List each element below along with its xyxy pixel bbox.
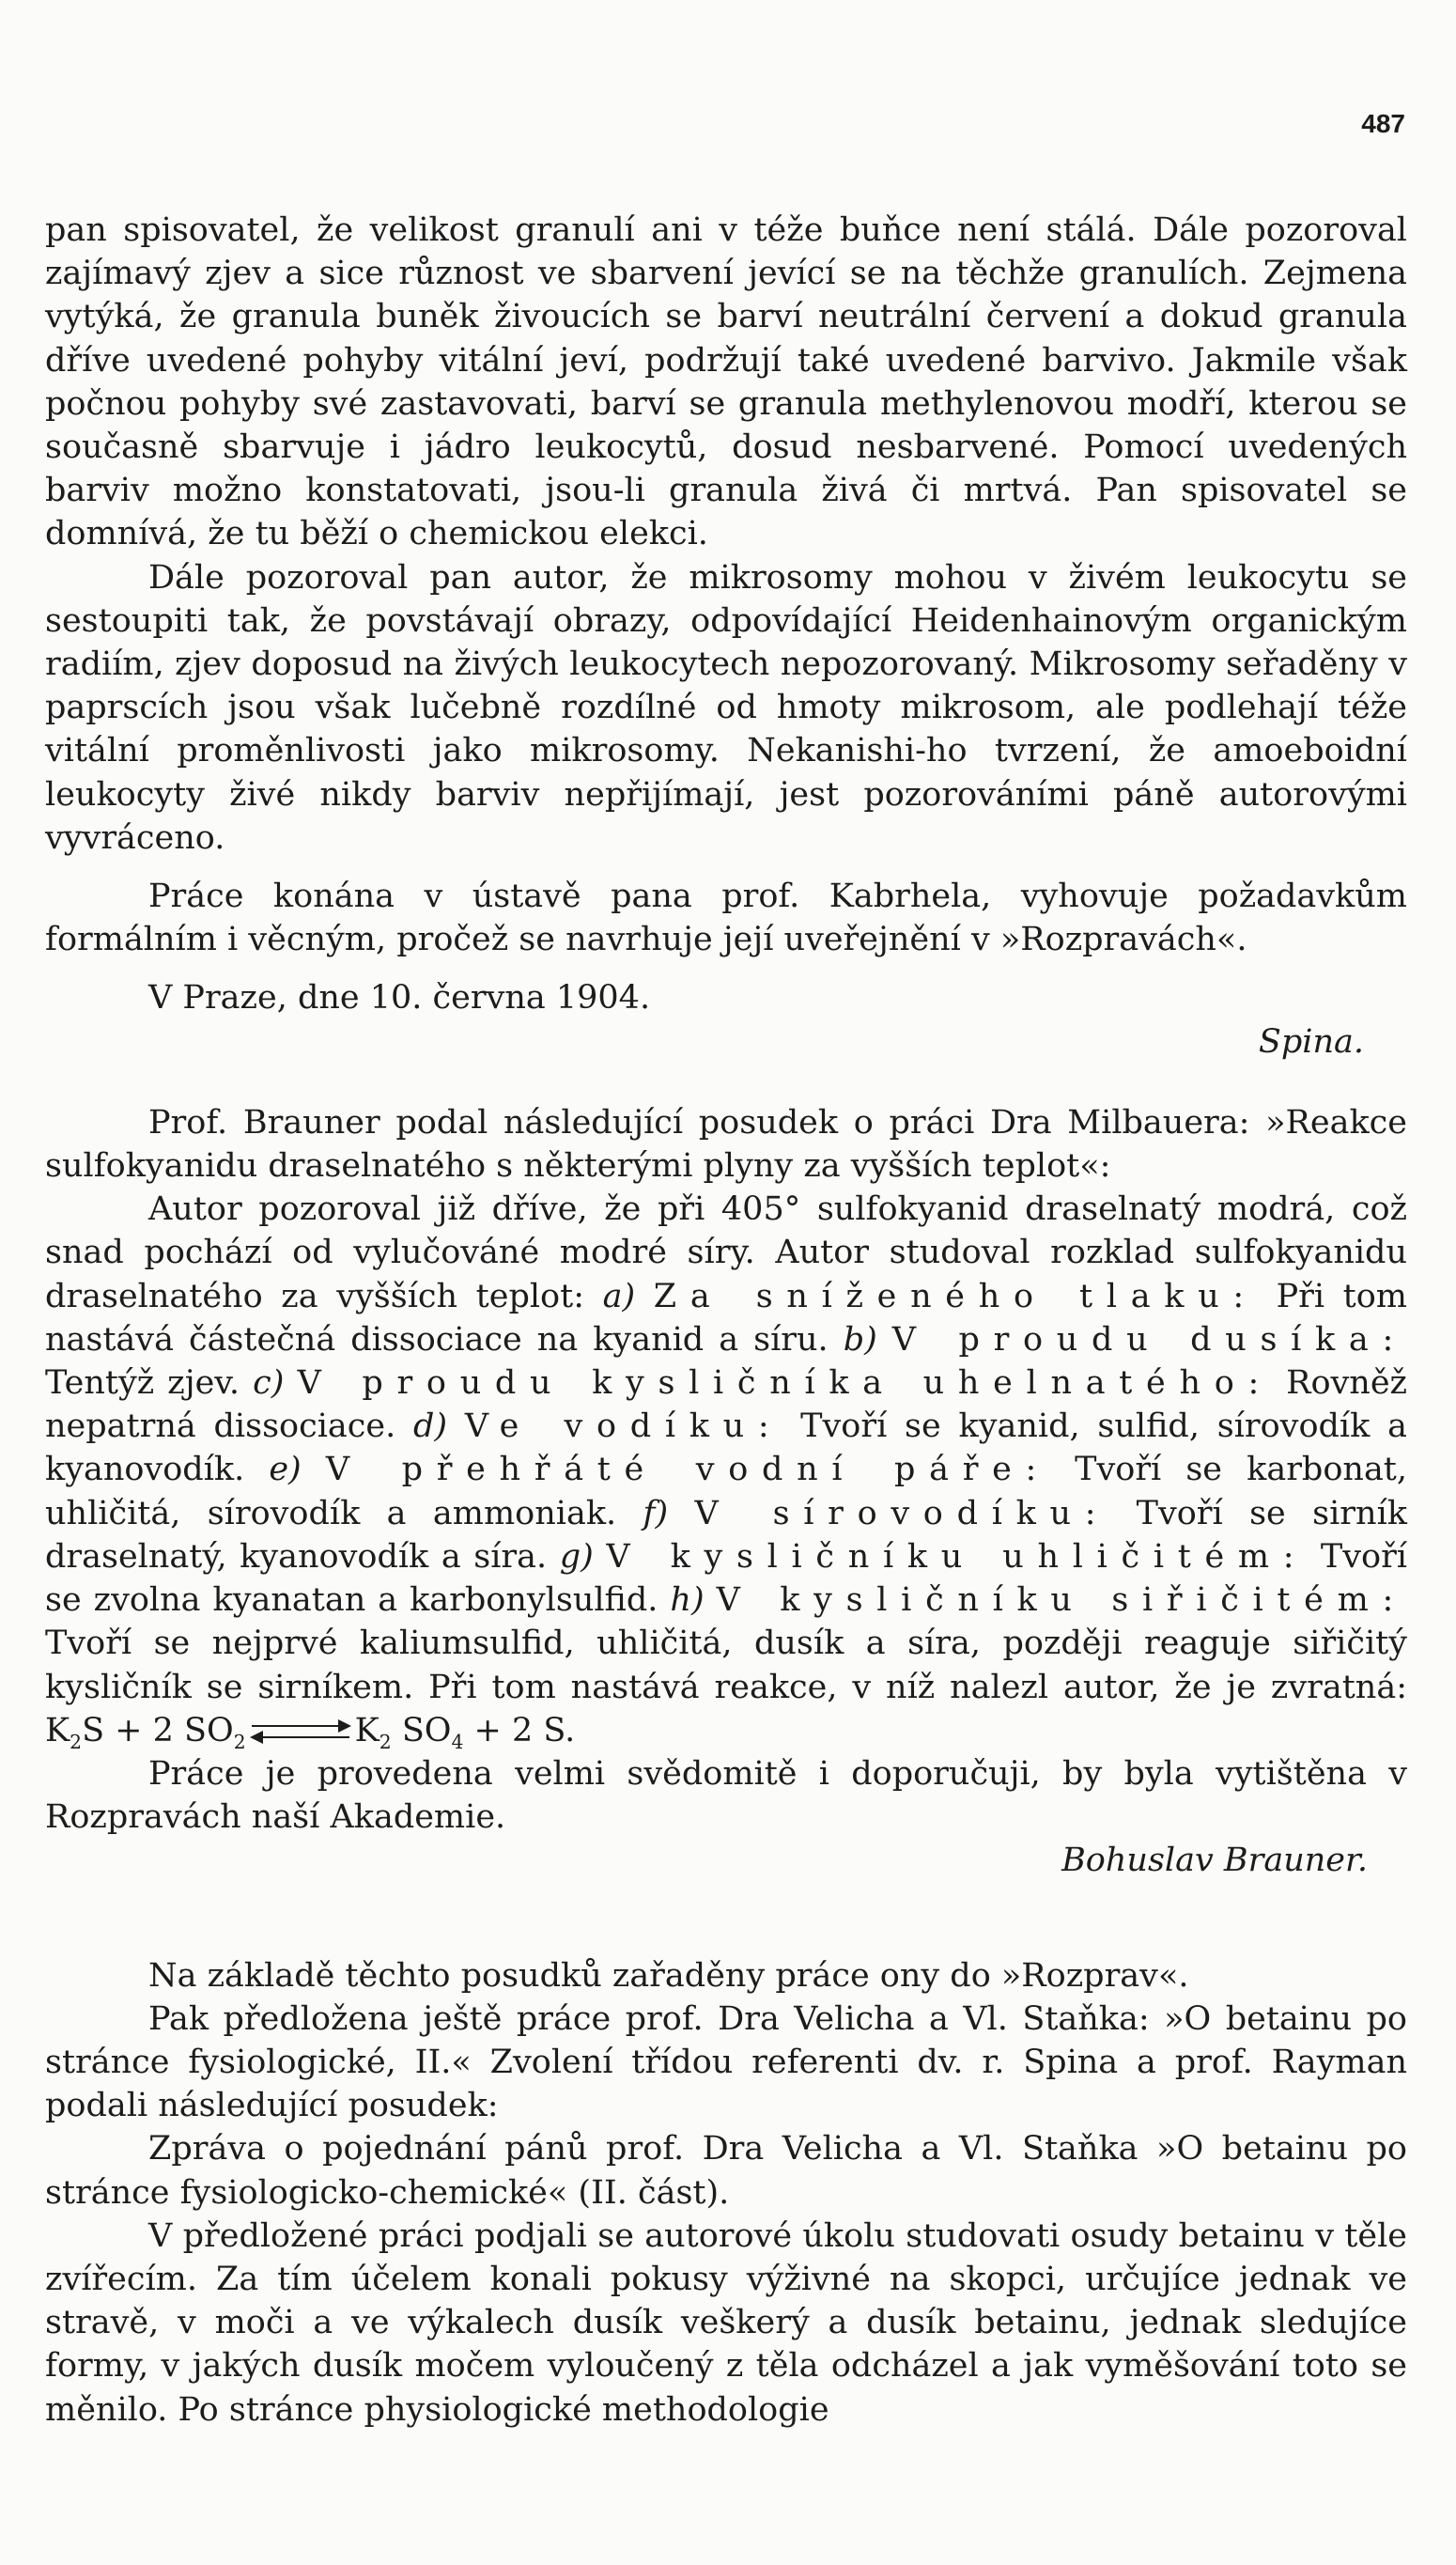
- spacer: [45, 961, 1407, 976]
- report-date: V Praze, dne 10. června 1904.: [148, 979, 651, 1018]
- paragraph: Zpráva o pojednání pánů prof. Dra Velicha a Vl. Staňka »O betainu po stránce fysiologicko-chemické« (II. část).: [45, 2130, 1407, 2212]
- signature-spina: Spina.: [1258, 1022, 1364, 1061]
- section-spacer: [45, 1883, 1407, 1954]
- equilibrium-arrow-icon: [252, 1718, 349, 1745]
- closing-section: [45, 1954, 1407, 2432]
- page-number: 487: [1361, 109, 1405, 138]
- paragraph: Na základě těchto posudků zařaděny práce ony do »Rozprav«.: [148, 1956, 1189, 1995]
- paragraph: Práce konána v ústavě pana prof. Kabrhela, vyhovuje požadavkům formálním i věcným, pročež se navrhuje její uveřejnění v »Rozpravách«.: [45, 878, 1407, 959]
- paragraph: V předložené práci podjali se autorové úkolu studovati osudy betainu v těle zvířecím. Za tím účelem konali pokusy výživné na skopci, určujíce jednak ve stravě, v moči a ve výkalech dusík veškerý a dusík betainu, jednak sledujíce formy, v jakých dusík močem vyloučený z těla odcházel a jak vyměšování toto se měnilo. Po stránce physiologické methodologie: [45, 2216, 1407, 2429]
- paragraph-experiments: Autor pozoroval již dříve, že při 405° sulfokyanid draselnatý modrá, což snad pochází od vylučováné modré síry. Autor studoval rozklad sulfokyanidu draselnatého za vyšších teplot: a) Za sníženého tlaku: Při tom nastává částečná dissociace na kyanid a síru. b) V proudu dusíka: Tentýž zjev. c) V proudu kysličníka uhelnatého: Rovněž nepatrná dissociace. d) Ve vodíku: Tvoří se kyanid, sulfid, sírovodík a kyanovodík. e) V přehřáté vodní páře: Tvoří se karbonat, uhličitá, sírovodík a ammoniak. f) V sírovodíku: Tvoří se sirník draselnatý, kyanovodík a síra. g) V kysličníku uhličitém: Tvoří se zvolna kyanatan a karbonylsulfid. h) V kysličníku siřičitém: Tvoří se nejprvé kaliumsulfid, uhličitá, dusík a síra, později reaguje siřičitý kysličník se sirníkem. Při tom nastává reakce, v níž nalezl autor, že je zvratná: $K_2S + 2$ $SO_2$ $K_2$ $SO_4 + 2$ S.: [45, 1190, 1407, 1753]
- page-body: [45, 209, 1407, 2432]
- paragraph: Práce je provedena velmi svědomitě i doporučuji, by byla vytištěna v Rozpravách naší Akademie.: [45, 1754, 1407, 1837]
- paragraph: Prof. Brauner podal následující posudek o práci Dra Milbauera: »Reakce sulfokyanidu draselnatého s některými plyny za vyšších teplot«:: [45, 1103, 1407, 1186]
- section-spacer: [45, 1064, 1407, 1101]
- paragraph: pan spisovatel, že velikost granulí ani v téže buňce není stálá. Dále pozoroval zajímavý zjev a sice různost ve sbarvení jevící se na těchže granulích. Zejmena vytýká, že granula buněk živoucích se barví neutrální červení a dokud granula dříve uvedené pohyby vitální jeví, podržují také uvedené barvivo. Jakmile však počnou pohyby své zastavovati, barví se granula methylenovou modří, kterou se současně sbarvuje i jádro leukocytů, dosud nesbarvené. Pomocí uvedených barviv možno konstatovati, jsou-li granula živá či mrtvá. Pan spisovatel se domnívá, že tu běží o chemickou elekci.: [45, 211, 1407, 553]
- report-spina: [45, 209, 1407, 1064]
- spacer: [45, 860, 1407, 875]
- paragraph: Dále pozoroval pan autor, že mikrosomy mohou v živém leukocytu se sestoupiti tak, že povstávají obrazy, odpovídající Heidenhainovým organickým radiím, zjev doposud na živých leukocytech nepozorovaný. Mikrosomy seřaděny v paprscích jsou však lučebně rozdílné od hmoty mikrosom, ale podlehají téže vitální proměnlivosti jako mikrosomy. Nekanishi-ho tvrzení, že amoeboidní leukocyty živé nikdy barviv nepřijímají, jest pozorováními páně autorovými vyvráceno.: [45, 558, 1407, 857]
- paragraph: Pak předložena ještě práce prof. Dra Velicha a Vl. Staňka: »O betainu po stránce fysiologické, II.« Zvolení třídou referenti dv. r. Spina a prof. Rayman podali následující posudek:: [45, 1999, 1407, 2125]
- signature-brauner: Bohuslav Brauner.: [1061, 1842, 1368, 1880]
- chemical-equation: $K_2S + 2$ $SO_2$ $K_2$ $SO_4 + 2$ S.: [45, 1711, 576, 1753]
- report-brauner: [45, 1101, 1407, 1883]
